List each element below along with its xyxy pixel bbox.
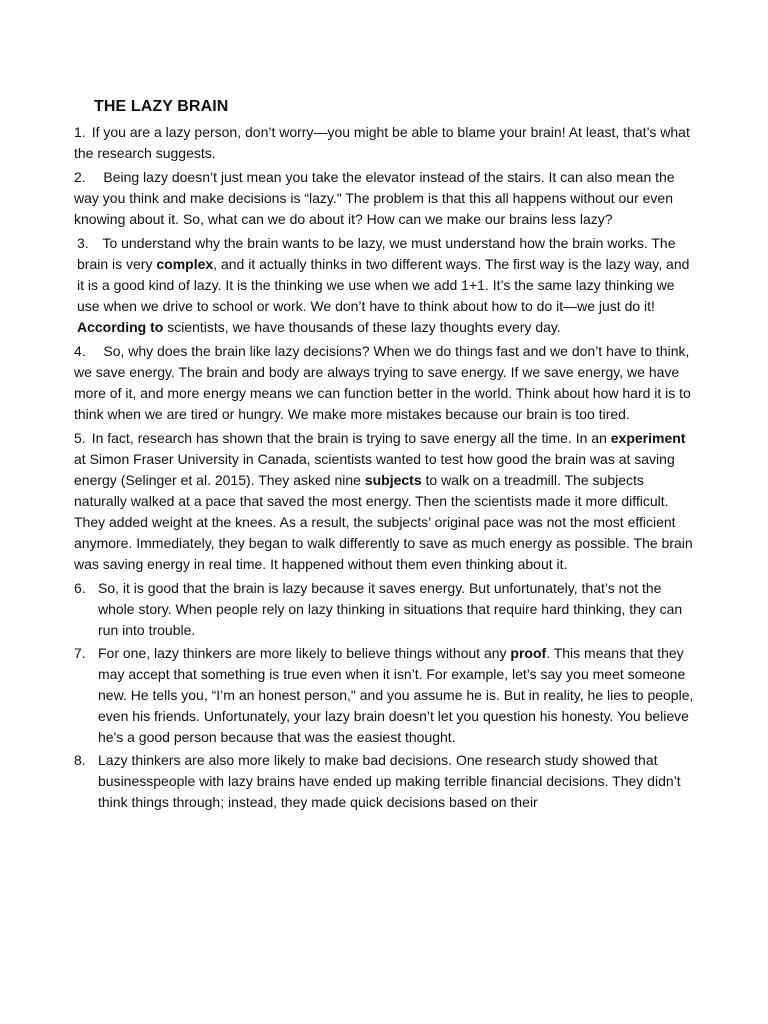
paragraph-number: 6. — [74, 580, 86, 596]
paragraph-1 — [74, 122, 696, 164]
paragraph-text: , and it actually thinks in two different ways. The first way is the lazy way, and it is a good kind of lazy. It is the thinking we use when we add 1+1. It’s the same lazy thinking we use when we drive to school or work. We don’t have to think about how to do it—we just do it! — [77, 256, 690, 314]
paragraph-text: at Simon Fraser University in Canada, scientists wanted to test how good the brain was at saving energy (Selinger et al. 2015). They asked nine — [74, 451, 675, 488]
paragraph-text: So, why does the brain like lazy decisions? When we do things fast and we don’t have to think, we save energy. The brain and body are always trying to save energy. If we save energy, we have more of it, and more energy means we can function better in the world. Think about how hard it is to think when we are tired or hungry. We make more mistakes because our brain is too tired. — [74, 343, 691, 422]
paragraph-3 — [74, 233, 696, 338]
paragraph-4 — [74, 341, 696, 425]
paragraph-number: 1. — [74, 124, 86, 140]
paragraph-5 — [74, 428, 696, 575]
paragraph-text: Being lazy doesn’t just mean you take the elevator instead of the stairs. It can also mean the way you think and make decisions is “lazy." The problem is that this all happens without our even knowing about it. So, what can we do about it? How can we make our brains less lazy? — [74, 169, 675, 227]
paragraph-text: to walk on a treadmill. The subjects naturally walked at a pace that saved the most energy. Then the scientists made it more difficult. They added weight at the knees. As a result, the subjects’ original pace was not the most efficient anymore. Immediately, they began to walk differently to save as much energy as possible. The brain was saving energy in real time. It happened without them even thinking about it. — [74, 472, 693, 572]
key-term: subjects — [364, 472, 422, 488]
paragraph-2 — [74, 167, 696, 230]
paragraph-text: scientists, we have thousands of these lazy thoughts every day. — [163, 319, 561, 335]
paragraph-7 — [74, 643, 696, 748]
key-term: complex — [156, 256, 214, 272]
paragraph-text: For one, lazy thinkers are more likely to believe things without any — [98, 645, 511, 661]
paragraph-text: So, it is good that the brain is lazy because it saves energy. But unfortunately, that’s not the whole story. When people rely on lazy thinking in situations that require hard thinking, they can run into trouble. — [98, 580, 683, 638]
key-term: According to — [77, 319, 164, 335]
paragraph-text: . This means that they may accept that something is true even when it isn’t. For example, let’s say you meet someone new. He tells you, “I’m an honest person," and you assume he is. But in reality, he lies to people, even his friends. Unfortunately, your lazy brain doesn’t let you question his honesty. You believe he's a good person because that was the easiest thought. — [98, 645, 694, 745]
key-term: experiment — [610, 430, 686, 446]
paragraph-text: Lazy thinkers are also more likely to make bad decisions. One research study showed that businesspeople with lazy brains have ended up making terrible financial decisions. They didn’t think things through; instead, they made quick decisions based on their — [98, 752, 681, 810]
paragraph-number: 7. — [74, 645, 86, 661]
paragraph-8 — [74, 750, 696, 813]
document-page — [74, 98, 696, 815]
paragraph-text: In fact, research has shown that the brain is trying to save energy all the time. In an — [91, 430, 611, 446]
key-term: proof — [510, 645, 547, 661]
paragraph-number: 3. — [77, 235, 89, 251]
paragraph-6 — [74, 578, 696, 641]
page-title: THE LAZY BRAIN — [94, 98, 229, 115]
paragraph-number: 8. — [74, 752, 86, 768]
paragraph-number: 2. — [74, 169, 86, 185]
paragraph-text: If you are a lazy person, don’t worry—you might be able to blame your brain! At least, that’s what the research suggests. — [74, 124, 690, 161]
paragraph-number: 5. — [74, 430, 86, 446]
paragraph-number: 4. — [74, 343, 86, 359]
paragraph-text: To understand why the brain wants to be lazy, we must understand how the brain works. The brain is very — [77, 235, 676, 272]
